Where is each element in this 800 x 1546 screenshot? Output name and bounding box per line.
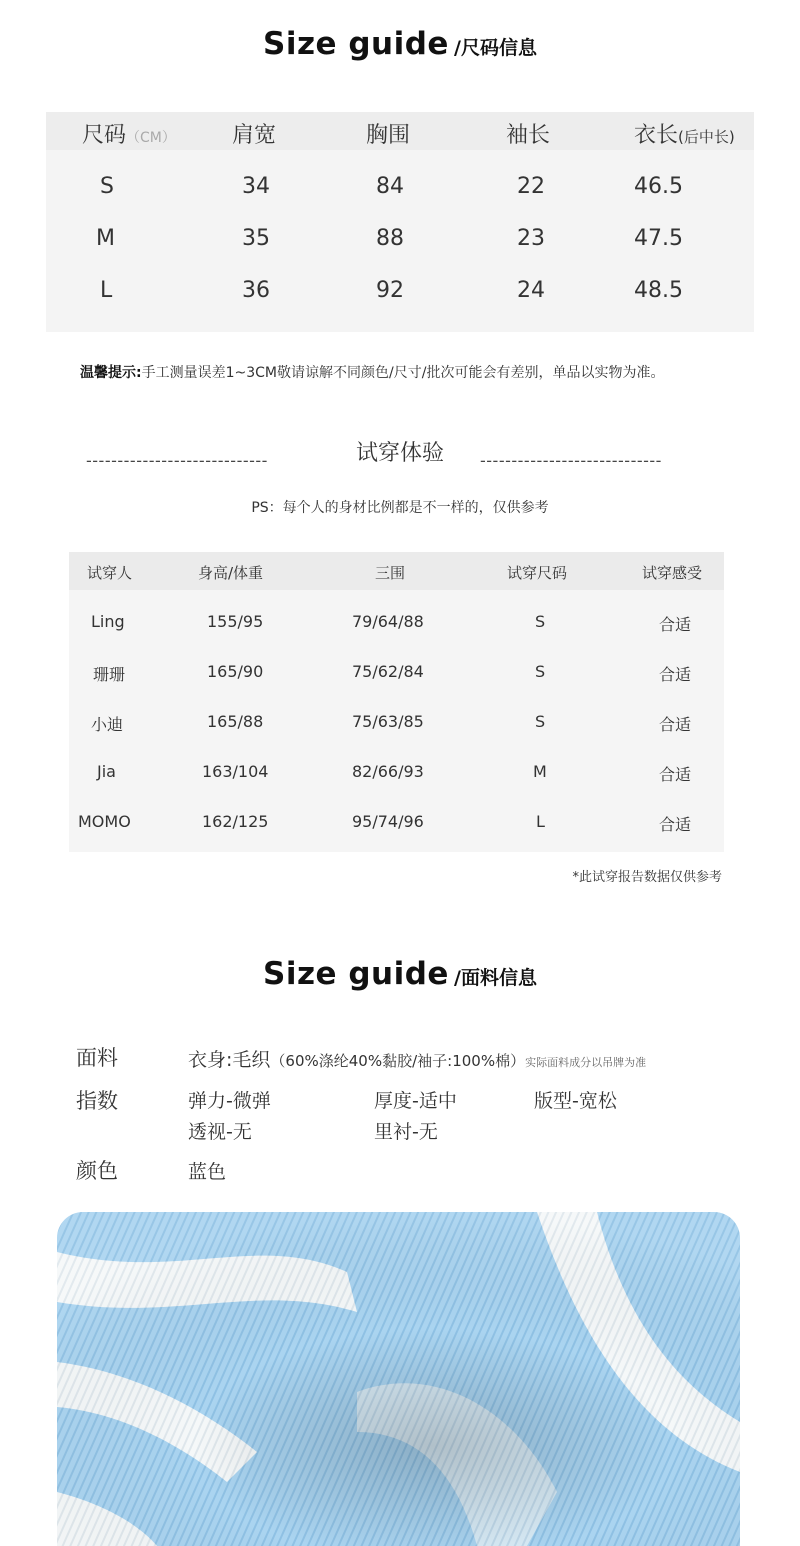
size-guide-title xyxy=(0,26,800,62)
note-label: 温馨提示: xyxy=(80,365,142,381)
index-lining: 里衬-无 xyxy=(374,1121,438,1143)
divider-left: ----------------------------- xyxy=(86,451,268,470)
cell-chest: 88 xyxy=(376,226,404,251)
table-row xyxy=(46,278,754,308)
fabric-detail: （60%涤纶40%黏胶/袖子:100%棉） xyxy=(270,1052,526,1070)
cell-measurements: 75/62/84 xyxy=(352,662,424,681)
header-unit: （CM） xyxy=(126,130,176,146)
cell-tester: 珊珊 xyxy=(93,665,126,684)
cell-feeling: 合适 xyxy=(659,815,692,834)
size-table xyxy=(46,112,754,332)
fabric-guide-title xyxy=(0,956,800,992)
knit-texture-image xyxy=(57,1212,740,1546)
cell-height-weight: 163/104 xyxy=(202,762,269,781)
cell-tester: Jia xyxy=(97,762,116,781)
cell-tester: MOMO xyxy=(78,812,131,831)
cell-height-weight: 165/88 xyxy=(207,712,264,731)
color-label: 颜色 xyxy=(76,1159,118,1183)
table-row xyxy=(46,226,754,256)
table-row xyxy=(69,712,724,736)
cell-size: M xyxy=(96,226,115,251)
tryon-ps-note: PS：每个人的身材比例都是不一样的，仅供参考 xyxy=(251,500,549,516)
fabric-value xyxy=(188,1045,646,1072)
cell-shoulder: 34 xyxy=(242,174,270,199)
cell-measurements: 82/66/93 xyxy=(352,762,424,781)
size-guide-title-main: Size guide xyxy=(263,26,449,62)
cell-shoulder: 36 xyxy=(242,278,270,303)
size-guide-title-sub: /尺码信息 xyxy=(454,37,537,59)
table-row xyxy=(46,174,754,204)
header-length: 衣长(后中长) xyxy=(634,123,735,148)
cell-tried-size: L xyxy=(536,812,545,831)
tryon-heading: 试穿体验 xyxy=(355,441,444,466)
fabric-guide-title-sub: /面料信息 xyxy=(454,967,537,989)
fabric-photo xyxy=(57,1212,740,1546)
table-row xyxy=(69,762,724,786)
cell-height-weight: 155/95 xyxy=(207,612,264,631)
color-value: 蓝色 xyxy=(188,1161,227,1183)
cell-tester: 小迪 xyxy=(91,715,124,734)
table-row xyxy=(69,812,724,836)
cell-feeling: 合适 xyxy=(659,715,692,734)
cell-tried-size: M xyxy=(533,762,547,781)
cell-chest: 84 xyxy=(376,174,404,199)
cell-feeling: 合适 xyxy=(659,615,692,634)
divider-right: ----------------------------- xyxy=(480,451,662,470)
fabric-guide-title-main: Size guide xyxy=(263,956,449,992)
fabric-disclaimer: 实际面料成分以吊牌为准 xyxy=(525,1056,647,1069)
cell-length: 48.5 xyxy=(634,278,683,303)
cell-measurements: 95/74/96 xyxy=(352,812,424,831)
table-row xyxy=(69,662,724,686)
cell-tried-size: S xyxy=(535,612,546,631)
table-row xyxy=(69,612,724,636)
cell-sleeve: 22 xyxy=(517,174,545,199)
cell-sleeve: 24 xyxy=(517,278,545,303)
tryon-table-header xyxy=(69,552,724,590)
header-size: 尺码（CM） xyxy=(82,123,176,148)
cell-length: 47.5 xyxy=(634,226,683,251)
cell-tried-size: S xyxy=(535,712,546,731)
header-height-weight: 身高/体重 xyxy=(198,564,264,582)
header-tester: 试穿人 xyxy=(87,564,133,582)
tryon-table xyxy=(69,552,724,852)
index-thickness: 厚度-适中 xyxy=(374,1090,457,1112)
cell-measurements: 79/64/88 xyxy=(352,612,424,631)
cell-tried-size: S xyxy=(535,662,546,681)
index-elasticity: 弹力-微弹 xyxy=(188,1090,271,1112)
header-feeling: 试穿感受 xyxy=(642,564,703,582)
header-chest: 胸围 xyxy=(366,123,411,148)
cell-height-weight: 162/125 xyxy=(202,812,269,831)
header-measurements: 三围 xyxy=(375,564,406,582)
header-length-note: (后中长) xyxy=(678,128,735,146)
header-sleeve: 袖长 xyxy=(506,123,551,148)
index-fit: 版型-宽松 xyxy=(534,1090,617,1112)
header-shoulder: 肩宽 xyxy=(232,123,277,148)
cell-feeling: 合适 xyxy=(659,665,692,684)
note-text: 手工测量误差1~3CM敬请谅解不同颜色/尺寸/批次可能会有差别，单品以实物为准。 xyxy=(141,365,665,381)
cell-chest: 92 xyxy=(376,278,404,303)
cell-tester: Ling xyxy=(91,612,125,631)
index-transparency: 透视-无 xyxy=(188,1121,252,1143)
cell-size: S xyxy=(100,174,114,199)
cell-shoulder: 35 xyxy=(242,226,270,251)
cell-height-weight: 165/90 xyxy=(207,662,264,681)
cell-measurements: 75/63/85 xyxy=(352,712,424,731)
cell-size: L xyxy=(100,278,113,303)
header-tried-size: 试穿尺码 xyxy=(507,564,568,582)
cell-feeling: 合适 xyxy=(659,765,692,784)
size-table-header xyxy=(46,112,754,150)
measurement-note xyxy=(80,362,664,382)
fabric-main: 衣身:毛织 xyxy=(188,1049,271,1071)
fabric-label: 面料 xyxy=(76,1046,118,1070)
tryon-footnote: *此试穿报告数据仅供参考 xyxy=(572,870,722,885)
cell-length: 46.5 xyxy=(634,174,683,199)
cell-sleeve: 23 xyxy=(517,226,545,251)
index-label: 指数 xyxy=(76,1089,118,1113)
